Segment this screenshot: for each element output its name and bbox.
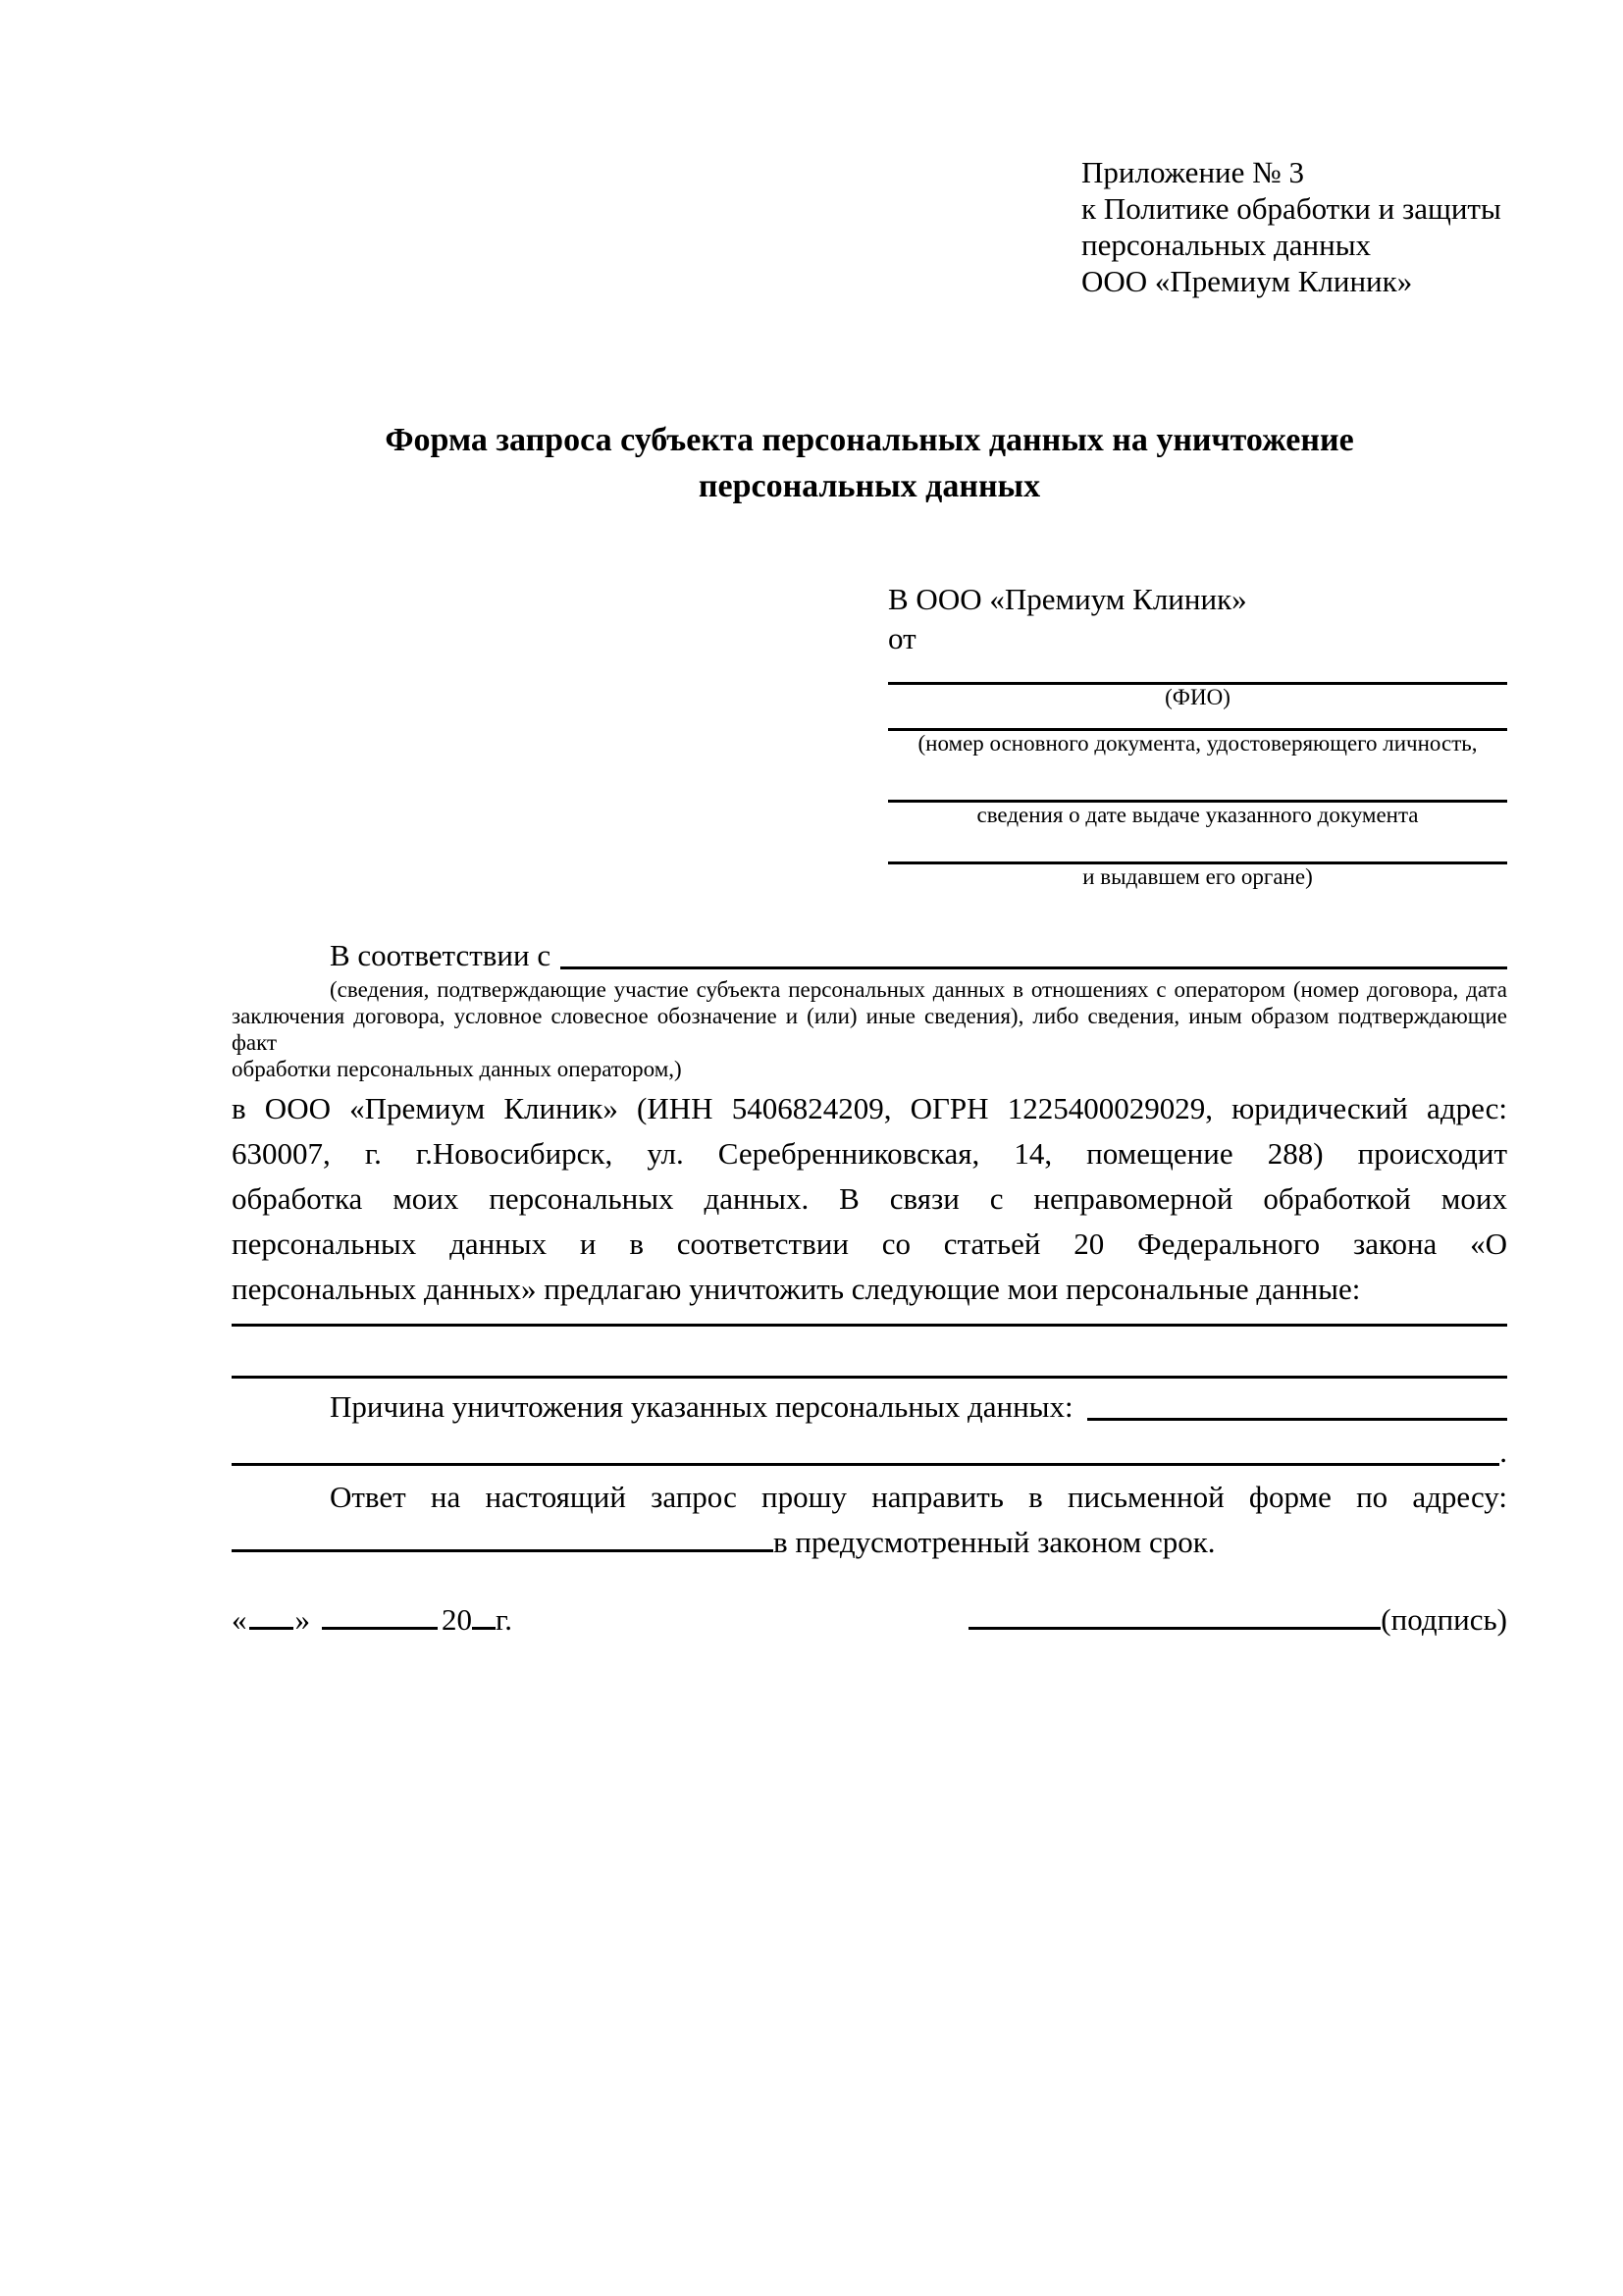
response-sentence: Ответ на настоящий запрос прошу направить в письменной форме по адресу:	[330, 1480, 1507, 1514]
date-group	[232, 1598, 512, 1642]
main-paragraph-line: персональных данных» предлагаю уничтожить следующие мои персональные данные:	[232, 1272, 1361, 1306]
reason-line-period: .	[1499, 1435, 1507, 1469]
addressee-block	[888, 580, 1507, 890]
main-paragraph-line: 630007, г. г.Новосибирск, ул. Серебренниковская, 14, помещение 288) происходит	[232, 1136, 1507, 1171]
date-day-write-line[interactable]	[249, 1627, 293, 1630]
date-signature-row	[232, 1598, 1507, 1642]
appendix-header-line: Приложение № 3	[1081, 155, 1304, 189]
document-issue-date-caption: сведения о дате выдаче указанного документа	[976, 803, 1419, 827]
addressee-from-label: от	[888, 621, 916, 655]
document-number-caption: (номер основного документа, удостоверяющего личность,	[917, 731, 1478, 756]
response-address-row	[232, 1520, 1507, 1565]
accordance-row	[232, 935, 1507, 976]
personal-data-write-line-1[interactable]	[232, 1312, 1507, 1327]
reason-continuation-write-line[interactable]	[232, 1430, 1499, 1466]
signature-write-line[interactable]	[969, 1627, 1381, 1630]
reason-write-line[interactable]	[1087, 1384, 1507, 1421]
page-title-line: Форма запроса субъекта персональных данных на уничтожение	[385, 422, 1354, 458]
accordance-write-line[interactable]	[560, 935, 1507, 969]
accordance-note-line: заключения договора, условное словесное обозначение и (или) иные сведения), либо сведения, иным образом подтверждающие факт	[232, 1004, 1507, 1055]
date-open-quote: «	[232, 1602, 247, 1637]
main-paragraph-line: обработка моих персональных данных. В связи с неправомерной обработкой моих	[232, 1181, 1507, 1216]
fio-field	[888, 682, 1507, 710]
appendix-header-line: персональных данных	[1081, 228, 1372, 262]
appendix-header-line: к Политике обработки и защиты	[1081, 191, 1501, 226]
accordance-note	[232, 976, 1507, 1082]
page-title-line: персональных данных	[698, 468, 1041, 504]
accordance-note-line: (сведения, подтверждающие участие субъекта персональных данных в отношениях с оператором (номер договора, дата	[330, 977, 1507, 1002]
accordance-note-line: обработки персональных данных оператором,)	[232, 1057, 682, 1081]
document-issue-date-field	[888, 800, 1507, 828]
page-title	[232, 417, 1507, 509]
address-write-line[interactable]	[232, 1549, 773, 1552]
appendix-header-line: ООО «Премиум Клиник»	[1081, 264, 1413, 298]
reason-continuation-row	[232, 1430, 1507, 1475]
document-issuer-field	[888, 861, 1507, 890]
signature-group	[969, 1598, 1507, 1642]
document-number-field	[888, 728, 1507, 757]
personal-data-write-line-2[interactable]	[232, 1327, 1507, 1379]
main-paragraph-line: в ООО «Премиум Клиник» (ИНН 5406824209, ОГРН 1225400029029, юридический адрес:	[232, 1091, 1507, 1125]
date-close-quote: »	[294, 1602, 310, 1637]
date-year-suffix: г.	[496, 1602, 512, 1637]
fio-caption: (ФИО)	[1165, 685, 1230, 709]
main-paragraph-line: персональных данных и в соответствии со статьей 20 Федерального закона «О	[232, 1226, 1507, 1261]
date-month-write-line[interactable]	[322, 1627, 438, 1630]
signature-caption: (подпись)	[1381, 1602, 1507, 1637]
addressee-to: В ООО «Премиум Клиник»	[888, 582, 1247, 616]
reason-row	[232, 1384, 1507, 1430]
appendix-header	[1081, 154, 1507, 299]
date-year-write-line[interactable]	[472, 1627, 496, 1630]
accordance-label: В соответствии с	[330, 938, 551, 972]
response-tail-text: в предусмотренный законом срок.	[773, 1525, 1216, 1559]
date-year-prefix: 20	[442, 1602, 472, 1637]
main-paragraph	[232, 1086, 1507, 1312]
document-issuer-caption: и выдавшем его органе)	[1082, 864, 1313, 889]
reason-label: Причина уничтожения указанных персональных данных:	[330, 1389, 1073, 1424]
